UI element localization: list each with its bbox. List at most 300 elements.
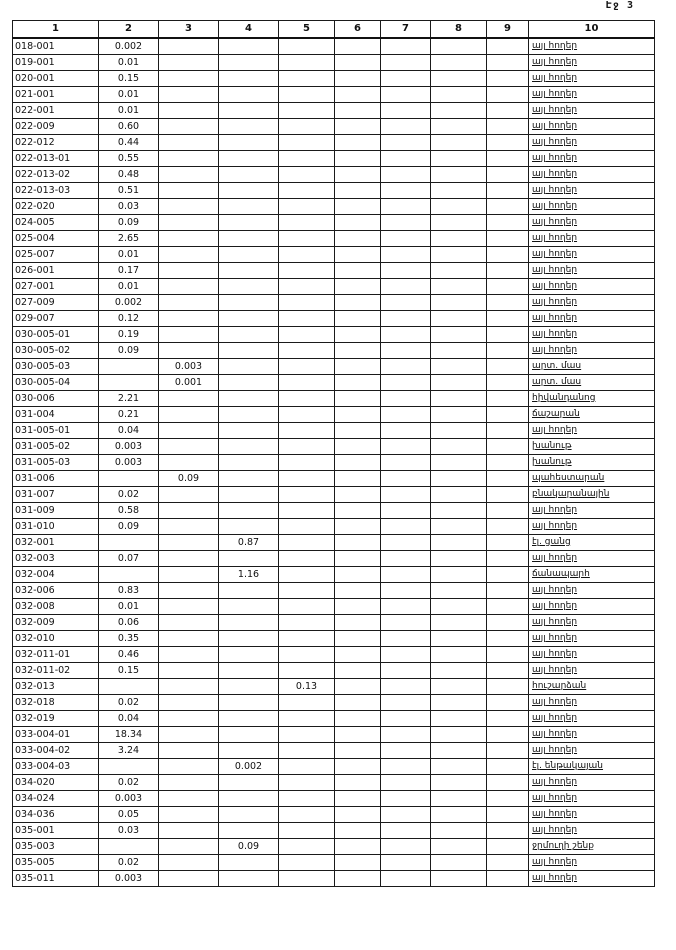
- empty-col8-cell: [431, 870, 487, 886]
- area-col2-cell: 0.83: [99, 582, 159, 598]
- empty-col9-cell: [487, 374, 529, 390]
- area-col5-cell: [279, 438, 335, 454]
- land-use-cell: խանութ: [529, 438, 655, 454]
- empty-col7-cell: [381, 838, 431, 854]
- empty-col8-cell: [431, 582, 487, 598]
- empty-col6-cell: [335, 806, 381, 822]
- empty-col8-cell: [431, 838, 487, 854]
- empty-col6-cell: [335, 374, 381, 390]
- empty-col6-cell: [335, 134, 381, 150]
- area-col3-cell: [159, 134, 219, 150]
- land-use-cell: այլ հողեր: [529, 870, 655, 886]
- table-row: [13, 870, 655, 886]
- column-header: 3: [159, 21, 219, 38]
- empty-col7-cell: [381, 742, 431, 758]
- empty-col9-cell: [487, 230, 529, 246]
- table-row: [13, 822, 655, 838]
- table-row: [13, 182, 655, 198]
- parcel-code-cell: 032-019: [13, 710, 99, 726]
- empty-col6-cell: [335, 294, 381, 310]
- empty-col6-cell: [335, 662, 381, 678]
- land-use-cell: պահեստարան: [529, 470, 655, 486]
- area-col4-cell: 0.87: [219, 534, 279, 550]
- table-row: [13, 38, 655, 55]
- empty-col7-cell: [381, 406, 431, 422]
- area-col3-cell: [159, 774, 219, 790]
- empty-col7-cell: [381, 454, 431, 470]
- area-col4-cell: 1.16: [219, 566, 279, 582]
- empty-col7-cell: [381, 550, 431, 566]
- land-ledger-table: [12, 20, 655, 887]
- land-use-cell: այլ հողեր: [529, 38, 655, 55]
- empty-col7-cell: [381, 262, 431, 278]
- empty-col9-cell: [487, 166, 529, 182]
- area-col5-cell: [279, 310, 335, 326]
- empty-col7-cell: [381, 150, 431, 166]
- parcel-code-cell: 032-008: [13, 598, 99, 614]
- table-row: [13, 646, 655, 662]
- table-row: [13, 230, 655, 246]
- empty-col7-cell: [381, 326, 431, 342]
- empty-col7-cell: [381, 566, 431, 582]
- area-col5-cell: [279, 550, 335, 566]
- table-row: [13, 678, 655, 694]
- area-col4-cell: [219, 662, 279, 678]
- parcel-code-cell: 027-001: [13, 278, 99, 294]
- area-col5-cell: 0.13: [279, 678, 335, 694]
- empty-col8-cell: [431, 198, 487, 214]
- empty-col9-cell: [487, 566, 529, 582]
- table-row: [13, 262, 655, 278]
- empty-col8-cell: [431, 214, 487, 230]
- area-col3-cell: [159, 518, 219, 534]
- area-col2-cell: 0.60: [99, 118, 159, 134]
- table-row: [13, 550, 655, 566]
- area-col3-cell: [159, 166, 219, 182]
- land-use-cell: այլ հողեր: [529, 118, 655, 134]
- land-use-cell: այլ հողեր: [529, 342, 655, 358]
- empty-col6-cell: [335, 38, 381, 55]
- empty-col8-cell: [431, 598, 487, 614]
- area-col2-cell: [99, 678, 159, 694]
- area-col4-cell: [219, 390, 279, 406]
- area-col3-cell: [159, 806, 219, 822]
- empty-col9-cell: [487, 550, 529, 566]
- table-row: [13, 198, 655, 214]
- parcel-code-cell: 032-001: [13, 534, 99, 550]
- empty-col6-cell: [335, 310, 381, 326]
- empty-col7-cell: [381, 102, 431, 118]
- empty-col8-cell: [431, 182, 487, 198]
- empty-col8-cell: [431, 326, 487, 342]
- area-col3-cell: [159, 726, 219, 742]
- area-col2-cell: [99, 838, 159, 854]
- empty-col7-cell: [381, 854, 431, 870]
- parcel-code-cell: 032-006: [13, 582, 99, 598]
- empty-col6-cell: [335, 534, 381, 550]
- empty-col8-cell: [431, 854, 487, 870]
- area-col3-cell: [159, 534, 219, 550]
- empty-col6-cell: [335, 278, 381, 294]
- empty-col9-cell: [487, 646, 529, 662]
- area-col5-cell: [279, 134, 335, 150]
- empty-col9-cell: [487, 630, 529, 646]
- area-col3-cell: [159, 486, 219, 502]
- area-col5-cell: [279, 486, 335, 502]
- area-col5-cell: [279, 502, 335, 518]
- land-use-cell: այլ հողեր: [529, 726, 655, 742]
- parcel-code-cell: 034-024: [13, 790, 99, 806]
- area-col5-cell: [279, 454, 335, 470]
- area-col3-cell: [159, 70, 219, 86]
- area-col5-cell: [279, 726, 335, 742]
- empty-col7-cell: [381, 694, 431, 710]
- empty-col9-cell: [487, 598, 529, 614]
- area-col5-cell: [279, 854, 335, 870]
- area-col2-cell: 0.48: [99, 166, 159, 182]
- land-use-cell: այլ հողեր: [529, 310, 655, 326]
- empty-col6-cell: [335, 214, 381, 230]
- empty-col8-cell: [431, 246, 487, 262]
- land-use-cell: այլ հողեր: [529, 166, 655, 182]
- area-col4-cell: [219, 230, 279, 246]
- area-col4-cell: [219, 118, 279, 134]
- empty-col8-cell: [431, 390, 487, 406]
- empty-col7-cell: [381, 214, 431, 230]
- parcel-code-cell: 032-018: [13, 694, 99, 710]
- area-col5-cell: [279, 662, 335, 678]
- area-col2-cell: 0.01: [99, 102, 159, 118]
- parcel-code-cell: 022-012: [13, 134, 99, 150]
- empty-col7-cell: [381, 198, 431, 214]
- empty-col7-cell: [381, 374, 431, 390]
- land-use-cell: այլ հողեր: [529, 774, 655, 790]
- area-col4-cell: [219, 646, 279, 662]
- area-col3-cell: [159, 246, 219, 262]
- empty-col7-cell: [381, 518, 431, 534]
- area-col2-cell: 0.21: [99, 406, 159, 422]
- area-col2-cell: 0.09: [99, 342, 159, 358]
- area-col2-cell: 0.09: [99, 518, 159, 534]
- area-col5-cell: [279, 774, 335, 790]
- empty-col9-cell: [487, 406, 529, 422]
- empty-col7-cell: [381, 310, 431, 326]
- land-use-cell: այլ հողեր: [529, 102, 655, 118]
- land-use-cell: այլ հողեր: [529, 150, 655, 166]
- empty-col9-cell: [487, 534, 529, 550]
- area-col4-cell: [219, 694, 279, 710]
- area-col2-cell: 0.03: [99, 198, 159, 214]
- parcel-code-cell: 031-004: [13, 406, 99, 422]
- empty-col6-cell: [335, 342, 381, 358]
- empty-col6-cell: [335, 150, 381, 166]
- land-use-cell: այլ հողեր: [529, 614, 655, 630]
- table-row: [13, 758, 655, 774]
- area-col3-cell: [159, 390, 219, 406]
- land-use-cell: հուշարձան: [529, 678, 655, 694]
- area-col3-cell: [159, 54, 219, 70]
- area-col5-cell: [279, 102, 335, 118]
- empty-col9-cell: [487, 422, 529, 438]
- land-use-cell: խանութ: [529, 454, 655, 470]
- empty-col8-cell: [431, 726, 487, 742]
- area-col2-cell: [99, 470, 159, 486]
- area-col5-cell: [279, 70, 335, 86]
- parcel-code-cell: 029-007: [13, 310, 99, 326]
- ledger-body: [13, 38, 655, 887]
- empty-col7-cell: [381, 342, 431, 358]
- land-use-cell: էլ. ցանց: [529, 534, 655, 550]
- empty-col7-cell: [381, 246, 431, 262]
- empty-col6-cell: [335, 774, 381, 790]
- area-col3-cell: [159, 406, 219, 422]
- area-col2-cell: 2.65: [99, 230, 159, 246]
- table-row: [13, 246, 655, 262]
- empty-col8-cell: [431, 534, 487, 550]
- land-use-cell: արտ. մաս: [529, 358, 655, 374]
- parcel-code-cell: 031-007: [13, 486, 99, 502]
- empty-col6-cell: [335, 790, 381, 806]
- area-col2-cell: 0.15: [99, 662, 159, 678]
- area-col2-cell: 0.07: [99, 550, 159, 566]
- parcel-code-cell: 035-003: [13, 838, 99, 854]
- empty-col6-cell: [335, 726, 381, 742]
- empty-col7-cell: [381, 582, 431, 598]
- area-col2-cell: 0.44: [99, 134, 159, 150]
- table-row: [13, 390, 655, 406]
- area-col4-cell: [219, 294, 279, 310]
- area-col5-cell: [279, 214, 335, 230]
- area-col4-cell: [219, 598, 279, 614]
- area-col3-cell: [159, 182, 219, 198]
- empty-col6-cell: [335, 646, 381, 662]
- parcel-code-cell: 031-005-03: [13, 454, 99, 470]
- empty-col6-cell: [335, 598, 381, 614]
- parcel-code-cell: 031-009: [13, 502, 99, 518]
- empty-col8-cell: [431, 166, 487, 182]
- parcel-code-cell: 030-005-01: [13, 326, 99, 342]
- table-row: [13, 102, 655, 118]
- empty-col7-cell: [381, 662, 431, 678]
- area-col5-cell: [279, 342, 335, 358]
- area-col2-cell: 0.35: [99, 630, 159, 646]
- area-col3-cell: [159, 614, 219, 630]
- area-col5-cell: [279, 582, 335, 598]
- empty-col8-cell: [431, 70, 487, 86]
- land-use-cell: ջրմուղի շենք: [529, 838, 655, 854]
- area-col4-cell: [219, 550, 279, 566]
- table-row: [13, 774, 655, 790]
- area-col4-cell: [219, 38, 279, 55]
- table-row: [13, 422, 655, 438]
- column-header: 2: [99, 21, 159, 38]
- area-col2-cell: 0.003: [99, 438, 159, 454]
- empty-col8-cell: [431, 662, 487, 678]
- area-col4-cell: 0.09: [219, 838, 279, 854]
- empty-col9-cell: [487, 758, 529, 774]
- empty-col8-cell: [431, 406, 487, 422]
- empty-col6-cell: [335, 566, 381, 582]
- column-header: 6: [335, 21, 381, 38]
- empty-col9-cell: [487, 838, 529, 854]
- land-use-cell: այլ հողեր: [529, 630, 655, 646]
- area-col2-cell: 0.46: [99, 646, 159, 662]
- area-col5-cell: [279, 390, 335, 406]
- parcel-code-cell: 022-013-03: [13, 182, 99, 198]
- empty-col8-cell: [431, 614, 487, 630]
- area-col3-cell: 0.001: [159, 374, 219, 390]
- empty-col8-cell: [431, 134, 487, 150]
- area-col4-cell: [219, 134, 279, 150]
- area-col3-cell: [159, 310, 219, 326]
- area-col3-cell: [159, 102, 219, 118]
- area-col2-cell: 0.002: [99, 294, 159, 310]
- parcel-code-cell: 024-005: [13, 214, 99, 230]
- land-use-cell: այլ հողեր: [529, 742, 655, 758]
- area-col4-cell: [219, 198, 279, 214]
- land-use-cell: այլ հողեր: [529, 806, 655, 822]
- area-col3-cell: [159, 230, 219, 246]
- area-col2-cell: 0.003: [99, 454, 159, 470]
- area-col4-cell: [219, 326, 279, 342]
- area-col2-cell: 0.002: [99, 38, 159, 55]
- column-header: 9: [487, 21, 529, 38]
- area-col2-cell: [99, 758, 159, 774]
- empty-col9-cell: [487, 726, 529, 742]
- parcel-code-cell: 030-005-04: [13, 374, 99, 390]
- table-row: [13, 86, 655, 102]
- area-col4-cell: [219, 262, 279, 278]
- area-col4-cell: [219, 454, 279, 470]
- area-col2-cell: 0.12: [99, 310, 159, 326]
- area-col2-cell: 0.01: [99, 598, 159, 614]
- area-col3-cell: [159, 694, 219, 710]
- area-col4-cell: [219, 486, 279, 502]
- empty-col6-cell: [335, 54, 381, 70]
- parcel-code-cell: 035-011: [13, 870, 99, 886]
- parcel-code-cell: 032-011-02: [13, 662, 99, 678]
- empty-col9-cell: [487, 118, 529, 134]
- area-col2-cell: [99, 534, 159, 550]
- area-col4-cell: [219, 246, 279, 262]
- empty-col7-cell: [381, 278, 431, 294]
- header-row: [13, 21, 655, 38]
- table-row: [13, 374, 655, 390]
- area-col3-cell: [159, 822, 219, 838]
- empty-col6-cell: [335, 502, 381, 518]
- empty-col8-cell: [431, 438, 487, 454]
- area-col2-cell: 0.15: [99, 70, 159, 86]
- land-use-cell: այլ հողեր: [529, 54, 655, 70]
- area-col4-cell: [219, 54, 279, 70]
- area-col4-cell: [219, 678, 279, 694]
- table-row: [13, 838, 655, 854]
- empty-col9-cell: [487, 86, 529, 102]
- area-col5-cell: [279, 230, 335, 246]
- table-row: [13, 742, 655, 758]
- empty-col8-cell: [431, 358, 487, 374]
- empty-col8-cell: [431, 566, 487, 582]
- area-col4-cell: [219, 726, 279, 742]
- empty-col9-cell: [487, 278, 529, 294]
- land-use-cell: էլ. ենթակայան: [529, 758, 655, 774]
- area-col5-cell: [279, 246, 335, 262]
- land-use-cell: այլ հողեր: [529, 550, 655, 566]
- empty-col6-cell: [335, 86, 381, 102]
- parcel-code-cell: 035-005: [13, 854, 99, 870]
- area-col2-cell: [99, 566, 159, 582]
- area-col3-cell: [159, 294, 219, 310]
- parcel-code-cell: 025-004: [13, 230, 99, 246]
- table-row: [13, 534, 655, 550]
- land-use-cell: այլ հողեր: [529, 246, 655, 262]
- empty-col9-cell: [487, 806, 529, 822]
- empty-col6-cell: [335, 854, 381, 870]
- area-col3-cell: [159, 422, 219, 438]
- empty-col8-cell: [431, 294, 487, 310]
- land-use-cell: այլ հողեր: [529, 790, 655, 806]
- parcel-code-cell: 031-010: [13, 518, 99, 534]
- area-col2-cell: 18.34: [99, 726, 159, 742]
- area-col4-cell: [219, 710, 279, 726]
- table-row: [13, 486, 655, 502]
- land-use-cell: այլ հողեր: [529, 198, 655, 214]
- table-row: [13, 342, 655, 358]
- area-col2-cell: 3.24: [99, 742, 159, 758]
- area-col5-cell: [279, 294, 335, 310]
- empty-col9-cell: [487, 662, 529, 678]
- empty-col7-cell: [381, 534, 431, 550]
- land-use-cell: այլ հողեր: [529, 214, 655, 230]
- area-col4-cell: [219, 630, 279, 646]
- empty-col6-cell: [335, 550, 381, 566]
- land-use-cell: այլ հողեր: [529, 582, 655, 598]
- area-col5-cell: [279, 326, 335, 342]
- land-use-cell: ճաշարան: [529, 406, 655, 422]
- area-col5-cell: [279, 646, 335, 662]
- empty-col6-cell: [335, 70, 381, 86]
- table-row: [13, 598, 655, 614]
- empty-col9-cell: [487, 742, 529, 758]
- empty-col6-cell: [335, 454, 381, 470]
- area-col2-cell: 0.17: [99, 262, 159, 278]
- area-col2-cell: 2.21: [99, 390, 159, 406]
- land-use-cell: այլ հողեր: [529, 694, 655, 710]
- empty-col7-cell: [381, 38, 431, 55]
- area-col3-cell: [159, 566, 219, 582]
- empty-col9-cell: [487, 38, 529, 55]
- empty-col8-cell: [431, 150, 487, 166]
- empty-col9-cell: [487, 102, 529, 118]
- empty-col6-cell: [335, 470, 381, 486]
- empty-col7-cell: [381, 758, 431, 774]
- land-use-cell: այլ հողեր: [529, 502, 655, 518]
- area-col5-cell: [279, 870, 335, 886]
- area-col3-cell: [159, 742, 219, 758]
- land-use-cell: այլ հողեր: [529, 662, 655, 678]
- area-col2-cell: 0.04: [99, 422, 159, 438]
- empty-col7-cell: [381, 790, 431, 806]
- empty-col9-cell: [487, 678, 529, 694]
- empty-col8-cell: [431, 374, 487, 390]
- empty-col8-cell: [431, 518, 487, 534]
- parcel-code-cell: 027-009: [13, 294, 99, 310]
- table-row: [13, 726, 655, 742]
- empty-col9-cell: [487, 310, 529, 326]
- area-col4-cell: 0.002: [219, 758, 279, 774]
- empty-col7-cell: [381, 726, 431, 742]
- area-col5-cell: [279, 694, 335, 710]
